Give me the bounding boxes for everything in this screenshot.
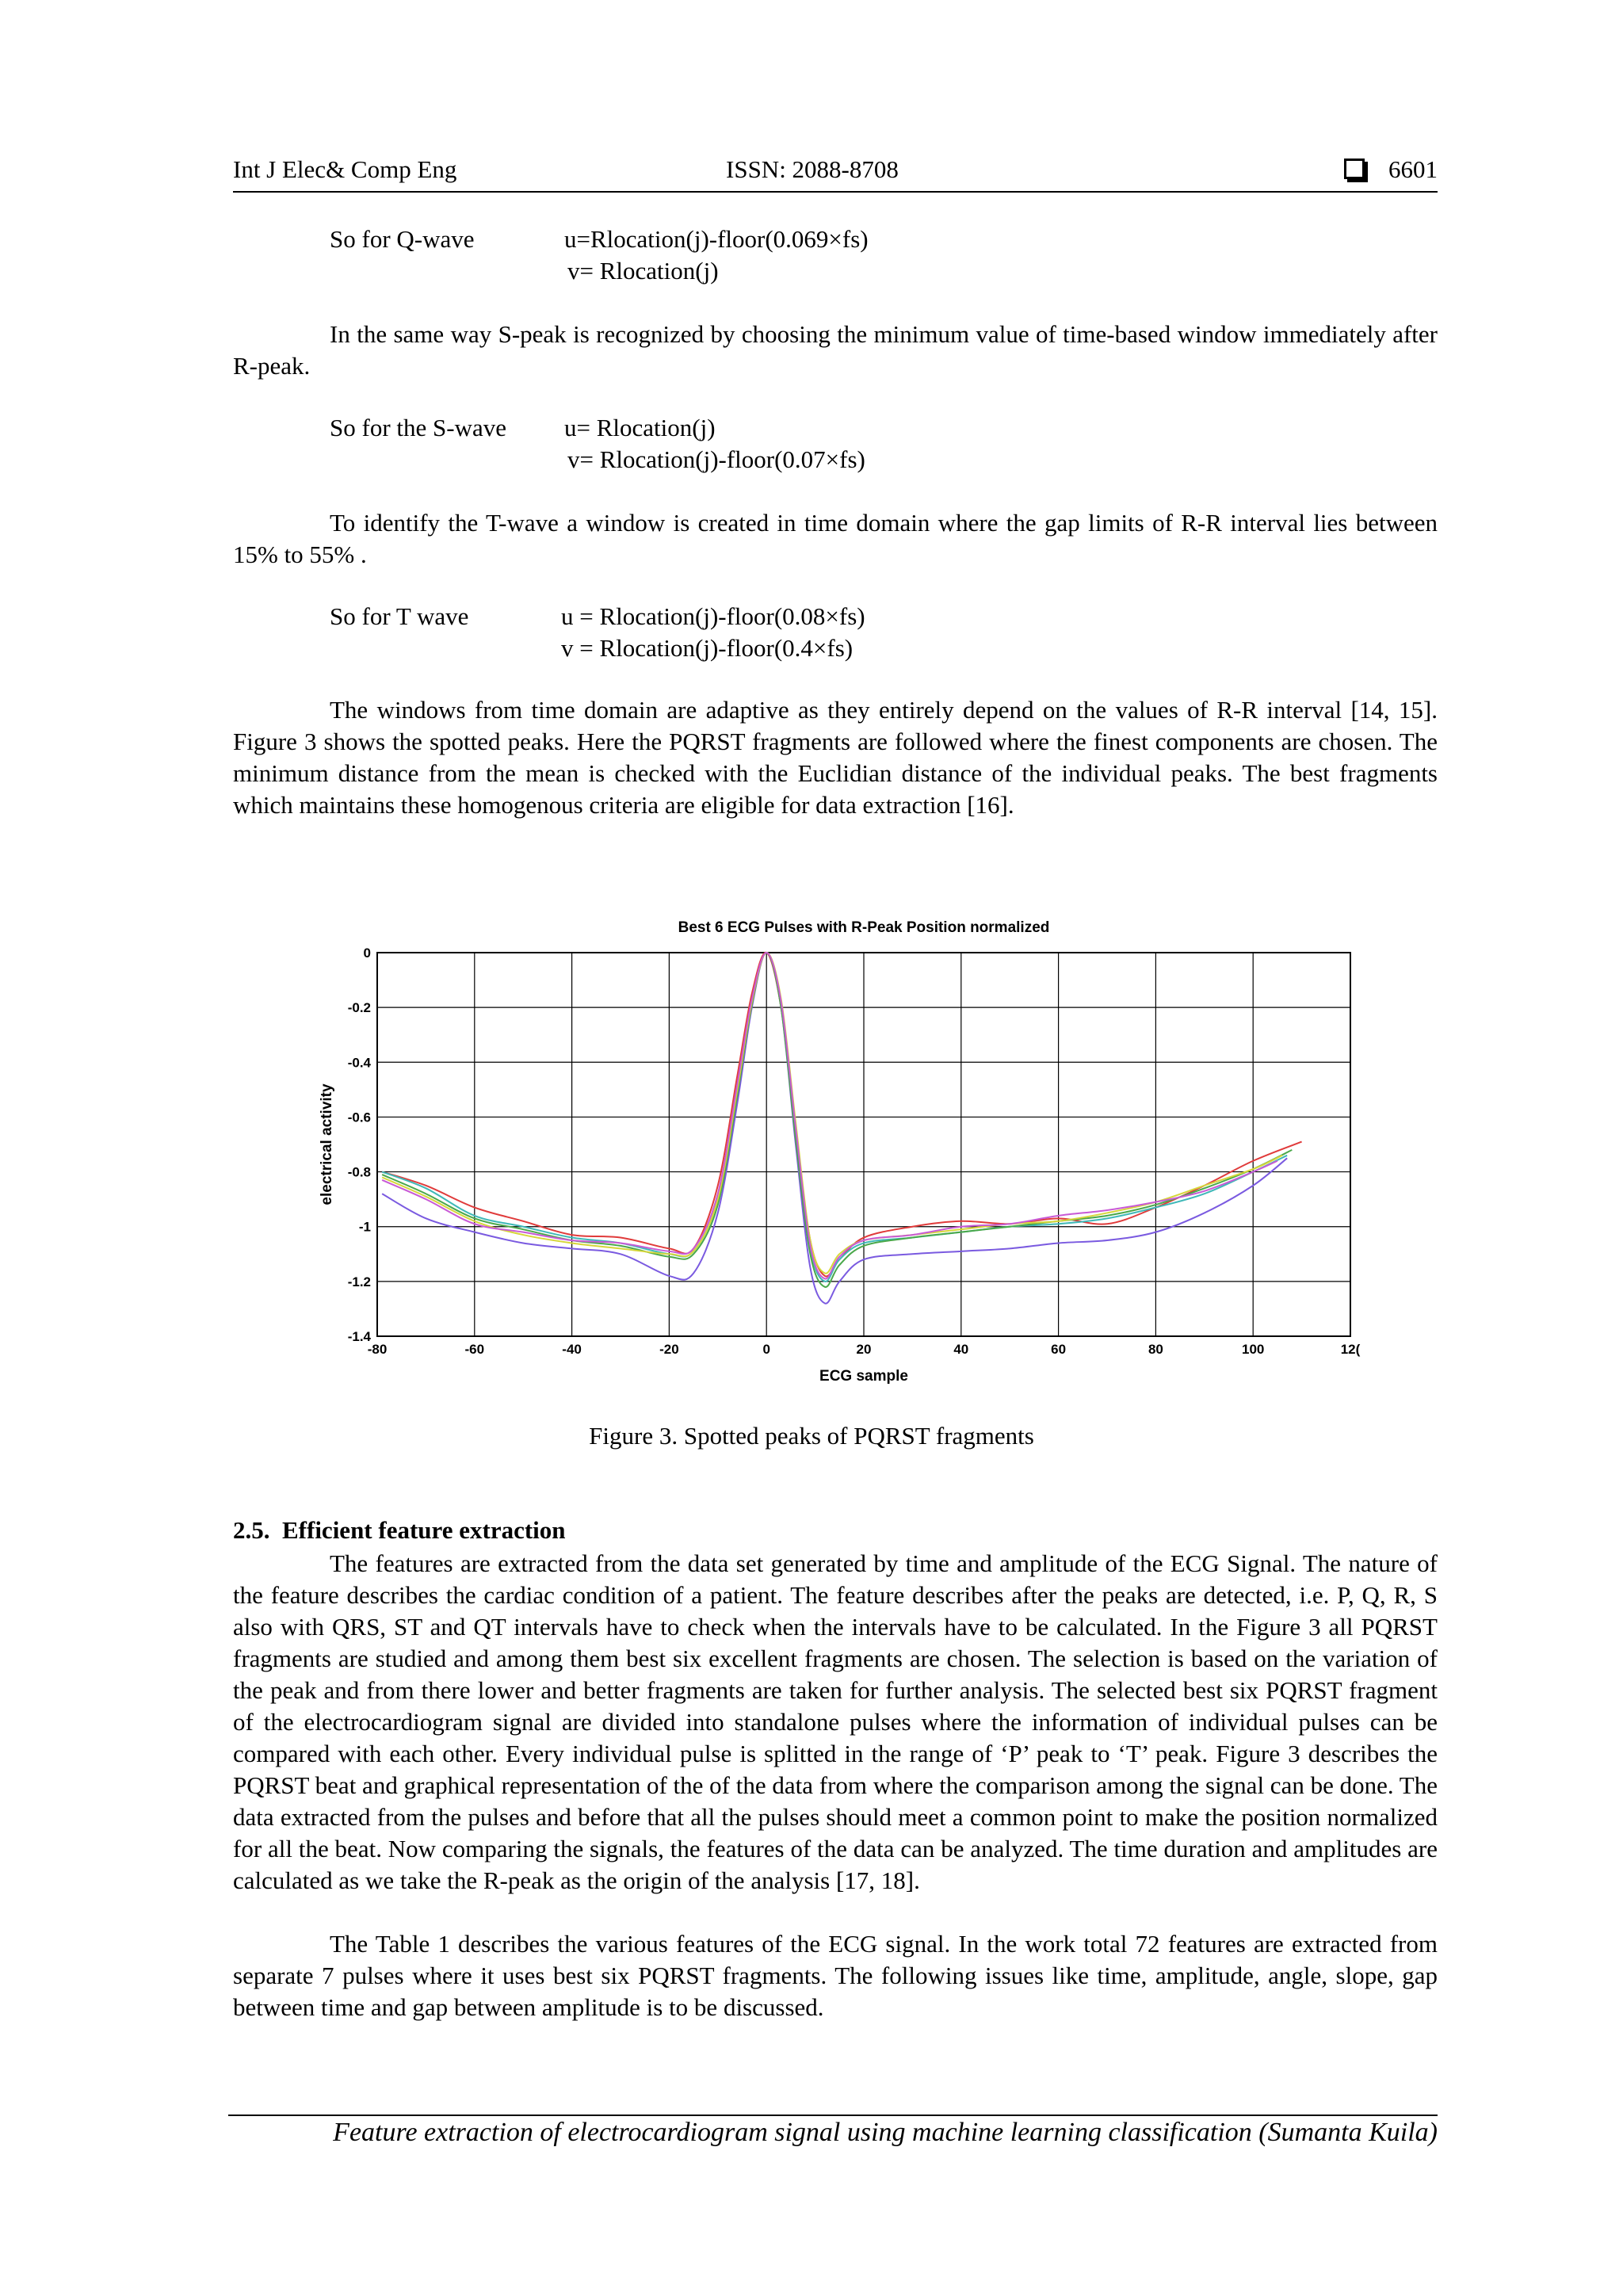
ecg-chart [309, 910, 1363, 1393]
y-tick-label: -1.4 [347, 1329, 371, 1344]
running-header [233, 155, 1438, 190]
y-tick-label: -0.6 [347, 1110, 371, 1125]
t-wave-eq1: u = Rlocation(j)-floor(0.08×fs) [561, 602, 865, 630]
x-tick-label: 80 [1148, 1342, 1163, 1357]
x-tick-label: 100 [1242, 1342, 1265, 1357]
x-tick-label: 20 [856, 1342, 872, 1357]
t-wave-label: So for T wave [330, 602, 469, 630]
page-number: 6601 [1388, 155, 1438, 183]
y-axis-label: electrical activity [319, 1083, 335, 1205]
y-tick-label: -1 [358, 1219, 371, 1235]
y-tick-label: -0.8 [347, 1164, 371, 1180]
s-wave-eq2: v= Rlocation(j)-floor(0.07×fs) [567, 445, 865, 473]
section-heading: 2.5. Efficient feature extraction [233, 1516, 566, 1544]
q-wave-eq1: u=Rlocation(j)-floor(0.069×fs) [564, 225, 869, 253]
y-tick-label: -0.4 [347, 1055, 371, 1071]
chart-series [382, 953, 1301, 1304]
running-footer: Feature extraction of electrocardiogram signal using machine learning classification (Sumanta Kuila) [333, 2118, 1438, 2147]
x-tick-labels [368, 1342, 1361, 1357]
q-wave-eq2: v= Rlocation(j) [567, 257, 719, 285]
x-tick-label: -80 [367, 1342, 388, 1357]
chart-grid [377, 953, 1350, 1336]
series-line-1 [382, 953, 1301, 1277]
t-wave-eq2: v = Rlocation(j)-floor(0.4×fs) [561, 634, 854, 662]
x-tick-label: -40 [562, 1342, 582, 1357]
issn: ISSN: 2088-8708 [726, 155, 899, 183]
y-tick-labels [348, 946, 372, 1344]
x-tick-label: 40 [953, 1342, 969, 1357]
s-wave-eq1: u= Rlocation(j) [564, 414, 716, 441]
chart-title: Best 6 ECG Pulses with R-Peak Position normalized [678, 919, 1050, 936]
journal-name: Int J Elec& Comp Eng [233, 155, 457, 183]
paragraph-features: The features are extracted from the data set generated by time and amplitude of the ECG Signal. The nature of the feature describes the cardiac condition of a patient. The feature describes after the peaks are detected, i.e. P, Q, R, S also with QRS, ST and QT intervals have to check when the intervals have to be calculated. In the Figure 3 all PQRST fragments are studied and among them best six excellent fragments are chosen. The selection is based on the variation of the peak and from there lower and better fragments are taken for further analysis. The selected best six PQRST fragment of the electrocardiogram signal are divided into standalone pulses where the information of individual pulses can be compared with each other. Every individual pulse is splitted in the range of ‘P’ peak to ‘T’ peak. Figure 3 describes the PQRST beat and graphical representation of the of the data from where the comparison among the signal can be done. The data extracted from the pulses and before that all the pulses should meet a common point to make the position normalized for all the beat. Now comparing the signals, the features of the data can be analyzed. The time duration and amplitudes are calculated as we take the R-peak as the origin of the analysis [17, 18]. [233, 1549, 1438, 1894]
paragraph-s-peak: In the same way S-peak is recognized by choosing the minimum value of time-based window immediately after R-peak. [233, 320, 1438, 380]
y-tick-label: -0.2 [347, 1000, 371, 1016]
x-tick-label: -60 [464, 1342, 485, 1357]
x-tick-label: -20 [659, 1342, 679, 1357]
x-axis-label: ECG sample [819, 1368, 908, 1385]
footer-rule [228, 2115, 1438, 2116]
s-wave-label: So for the S-wave [330, 414, 506, 441]
y-tick-label: 0 [363, 946, 371, 961]
x-tick-label: 60 [1051, 1342, 1067, 1357]
paragraph-t-wave: To identify the T-wave a window is created in time domain where the gap limits of R-R interval lies between 15% to 55% . [233, 509, 1438, 568]
figure-caption: Figure 3. Spotted peaks of PQRST fragments [589, 1422, 1034, 1450]
square-bullet-icon [1344, 159, 1365, 179]
series-line-2 [382, 953, 1287, 1304]
paragraph-table1: The Table 1 describes the various features of the ECG signal. In the work total 72 features are extracted from separate 7 pulses where it uses best six PQRST fragments. The following issues like time, amplitude, angle, slope, gap between time and gap between amplitude is to be discussed. [233, 1930, 1438, 2021]
x-tick-label: 0 [762, 1342, 770, 1357]
paragraph-windows: The windows from time domain are adaptive as they entirely depend on the values of R-R interval [14, 15]. Figure 3 shows the spotted peaks. Here the PQRST fragments are followed where the finest components are chosen. The minimum distance from the mean is checked with the Euclidian distance of the individual peaks. The best fragments which maintains these homogenous criteria are eligible for data extraction [16]. [233, 696, 1438, 819]
y-tick-label: -1.2 [347, 1274, 371, 1289]
header-rule [233, 191, 1438, 193]
q-wave-label: So for Q-wave [330, 225, 475, 253]
series-line-6 [382, 953, 1277, 1279]
x-tick-label: 12( [1340, 1342, 1361, 1357]
